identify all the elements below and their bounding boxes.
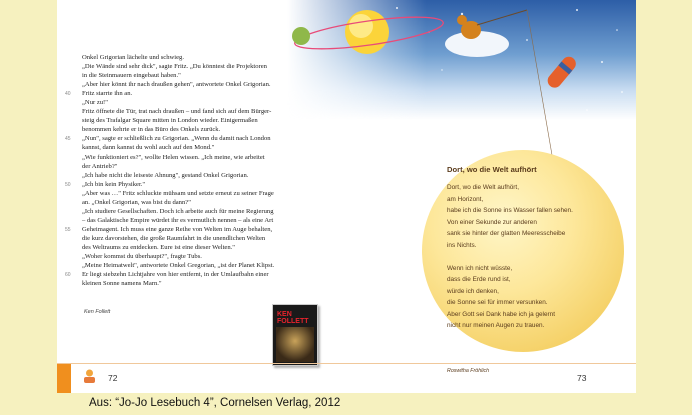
book-cover-image: [272, 304, 318, 366]
story-line: „Ich habe nicht die leiseste Ahnung", gestand Onkel Grigorian.: [82, 171, 249, 179]
reading-child-icon: [81, 368, 98, 385]
story-line: Fritz öffnete die Tür, trat nach draußen – und fand sich auf dem Bürger-: [82, 108, 272, 116]
story-line: Fritz starrte ihn an.: [82, 90, 133, 98]
poem-line: Von einer Sekunde zur anderen: [447, 218, 537, 226]
poem-line: ins Nichts.: [447, 241, 477, 249]
story-line: der Antrieb?": [82, 162, 118, 170]
story-line: „Die Wände sind sehr dick", sagte Fritz. „Du könntest die Projektoren: [82, 63, 267, 71]
poem-line: am Horizont,: [447, 195, 484, 203]
story-line: die kurz davorstehen, die große Raumfahrt in die unendlichen Welten: [82, 234, 266, 242]
story-line: Onkel Grigorian lächelte und schwieg.: [82, 54, 184, 61]
story-author: Ken Follett: [84, 309, 111, 315]
story-line: Geheimagent. Ich muss eine ganze Reihe von Welten im Auge behalten,: [82, 225, 273, 233]
poem-line: Aber Gott sei Dank habe ich ja gelernt: [447, 310, 555, 318]
story-line: „Aber hier könnt ihr nach draußen gehen", antwortete Onkel Grigorian.: [82, 81, 271, 89]
space-illustration: [57, 0, 636, 160]
line-number: 55: [65, 226, 71, 233]
poem-line: nicht nur meinen Augen zu trauen.: [447, 322, 545, 329]
story-line: des Weltraums zu entdecken. Eure ist eine dieser Welten.": [82, 243, 235, 251]
story-line: „Ich studiere Gesellschaften. Doch ich arbeite auch für meine Regierung: [82, 207, 274, 215]
poem-line: Wenn ich nicht wüsste,: [447, 264, 513, 272]
poem-line: Dort, wo die Welt aufhört,: [447, 184, 519, 191]
rocket-icon: [545, 54, 579, 91]
story-line: kleinen Sonne namens Marn.": [82, 280, 162, 288]
page-edge-bar: [57, 364, 71, 393]
story-line: kannst, dann kannst du wohl auch auf den Mond.": [82, 144, 215, 152]
source-caption: Aus: “Jo-Jo Lesebuch 4”, Cornelsen Verlag, 2012: [89, 397, 341, 409]
story-line: „Meine Heimatwelt", antwortete Onkel Gregorian, „ist der Planet Klipst.: [82, 262, 275, 270]
story-line: benommen kehrte er in das Büro des Onkels zurück.: [82, 126, 221, 134]
green-planet-icon: [292, 27, 310, 45]
poem-line: dass die Erde rund ist,: [447, 276, 511, 283]
story-line: „Wie funktioniert es?", wollte Helen wissen. „Ich meine, wie arbeitet: [82, 153, 265, 161]
line-number: 40: [65, 91, 71, 98]
line-number: 50: [65, 181, 71, 188]
line-number: 60: [65, 272, 71, 279]
book-cover-art: [276, 327, 314, 362]
poem-line: sank sie hinter der glatten Meeresscheibe: [447, 230, 566, 237]
story-line: Er liegt siebzehn Lichtjahre von hier entfernt, in der Umlaufbahn einer: [82, 271, 269, 279]
page-footer-line: [57, 363, 636, 393]
story-line: „Woher kommst du überhaupt?", fragte Tubs.: [82, 253, 202, 261]
poem-line: die Sonne sei für immer versunken.: [447, 299, 548, 306]
story-line: „Nun", sagte er schließlich zu Grigorian. „Wenn du damit nach London: [82, 135, 271, 143]
poem-line: habe ich die Sonne ins Wasser fallen sehen.: [447, 207, 573, 214]
book-cover-title-1: KEN: [277, 311, 292, 318]
poem-line: würde ich denken,: [447, 287, 499, 295]
poem-title: Dort, wo die Welt aufhört: [447, 165, 537, 174]
page-number-left: 72: [108, 373, 118, 383]
fishing-rod: [477, 10, 527, 25]
poem-author: Roswitha Fröhlich: [447, 368, 490, 374]
story-line: in die Steinmauern eingebaut haben.": [82, 72, 181, 80]
page-number-right: 73: [577, 373, 587, 383]
story-line: „Nur zu!": [82, 99, 108, 107]
line-number: 45: [65, 136, 71, 143]
story-line: „Aber was …" Fritz schluckte mühsam und setzte erneut zu seiner Frage: [82, 189, 274, 197]
story-line: steig des Trafalgar Square mitten in London wieder. Einigermaßen: [82, 117, 258, 125]
story-line: an. „Onkel Grigorian, was bist du dann?": [82, 198, 191, 206]
story-line: „Ich bin kein Physiker.": [82, 180, 146, 188]
stars: [396, 7, 623, 111]
book-cover-title-2: FOLLETT: [277, 318, 309, 325]
story-line: – das Galaktische Empire würdet ihr es vermutlich nennen – als eine Art: [82, 216, 274, 224]
